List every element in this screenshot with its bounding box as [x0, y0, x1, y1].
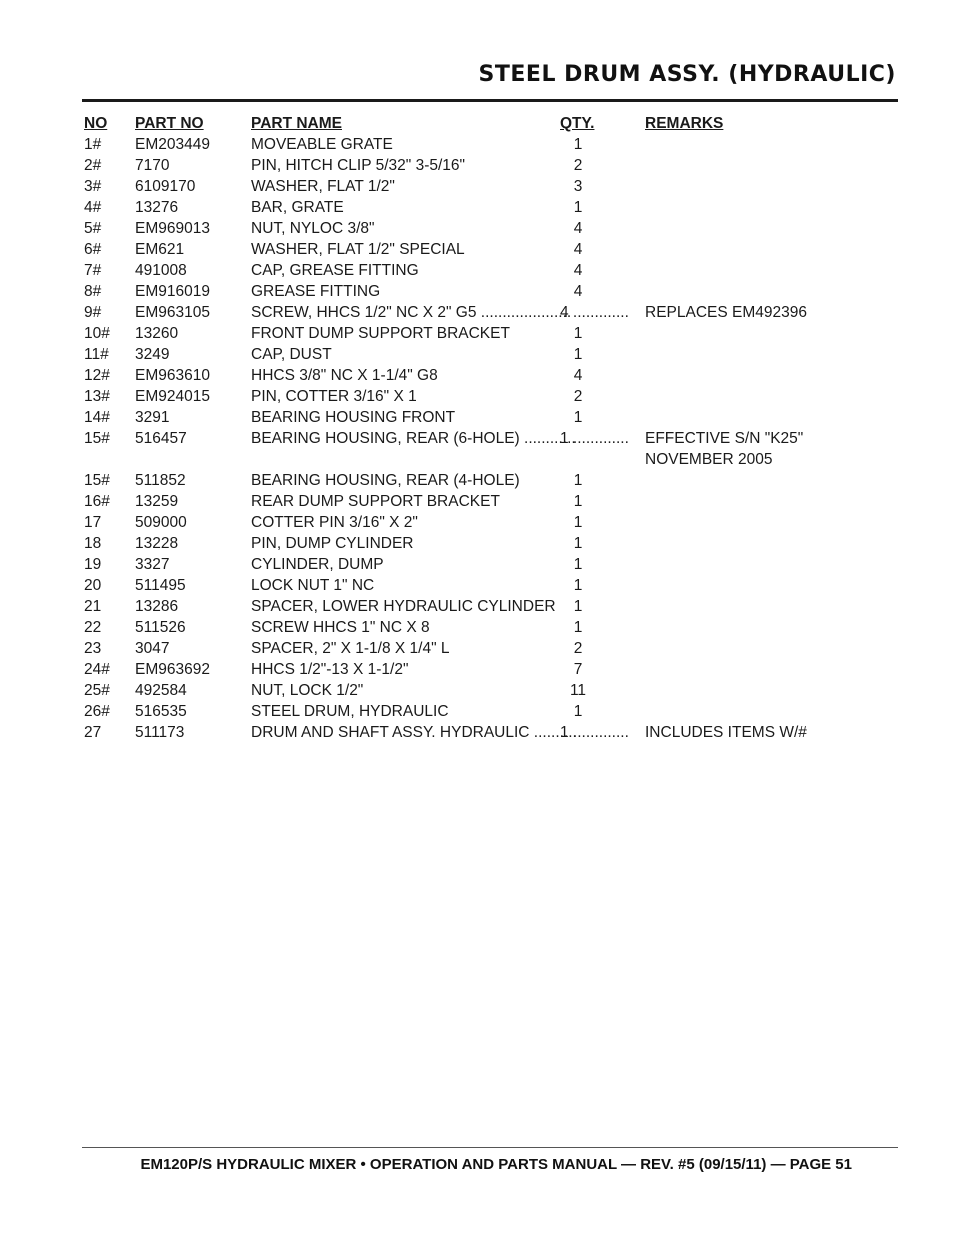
item-no: 12#	[84, 367, 110, 384]
table-row	[84, 365, 824, 386]
qty: 7	[573, 661, 583, 678]
table-row	[84, 533, 824, 554]
part-no: 516457	[135, 430, 187, 447]
part-no: 491008	[135, 262, 187, 279]
item-no: 7#	[84, 262, 102, 279]
qty: 2	[573, 388, 583, 405]
remarks-cont: NOVEMBER 2005	[645, 451, 773, 468]
part-name: PIN, DUMP CYLINDER	[251, 535, 414, 552]
item-no: 23	[84, 640, 102, 657]
table-row	[84, 155, 824, 176]
table-row	[84, 344, 824, 365]
part-no: 13259	[135, 493, 179, 510]
table-row	[84, 302, 824, 323]
part-no: 511173	[135, 724, 185, 741]
table-row	[84, 386, 824, 407]
part-name: DRUM AND SHAFT ASSY. HYDRAULIC ..........	[251, 724, 577, 741]
qty: 1	[573, 325, 583, 342]
part-no: 516535	[135, 703, 187, 720]
item-no: 22	[84, 619, 102, 636]
part-name: PIN, HITCH CLIP 5/32" 3-5/16"	[251, 157, 466, 174]
part-name: SPACER, LOWER HYDRAULIC CYLINDER	[251, 598, 556, 615]
table-row	[84, 722, 824, 743]
header-no: NO	[84, 115, 108, 132]
table-row	[84, 281, 824, 302]
qty: 4	[573, 262, 583, 279]
part-name: MOVEABLE GRATE	[251, 136, 393, 153]
qty: 1	[573, 535, 583, 552]
part-no: 13276	[135, 199, 179, 216]
parts-table	[84, 113, 824, 743]
qty: 4	[573, 220, 583, 237]
part-no: 6109170	[135, 178, 196, 195]
table-row	[84, 701, 824, 722]
item-no: 3#	[84, 178, 102, 195]
item-no: 15#	[84, 430, 110, 447]
part-no: EM963610	[135, 367, 210, 384]
part-no: 509000	[135, 514, 187, 531]
part-no: 13286	[135, 598, 179, 615]
part-no: 511852	[135, 472, 186, 489]
part-name: NUT, NYLOC 3/8"	[251, 220, 375, 237]
qty: 1	[573, 577, 583, 594]
qty: 4	[573, 367, 583, 384]
table-row	[84, 470, 824, 491]
part-no: 7170	[135, 157, 170, 174]
part-no: EM963105	[135, 304, 210, 321]
qty: 4	[573, 283, 583, 300]
qty: 1	[573, 703, 583, 720]
qty: 1	[573, 472, 583, 489]
item-no: 4#	[84, 199, 102, 216]
item-no: 25#	[84, 682, 110, 699]
table-row	[84, 134, 824, 155]
table-row	[84, 197, 824, 218]
part-no: EM963692	[135, 661, 210, 678]
item-no: 27	[84, 724, 102, 741]
table-row	[84, 428, 824, 470]
part-name: CAP, GREASE FITTING	[251, 262, 419, 279]
table-row	[84, 218, 824, 239]
qty: 1	[573, 619, 583, 636]
part-name: PIN, COTTER 3/16" X 1	[251, 388, 417, 405]
qty: 1 .............	[560, 430, 629, 447]
part-name: SPACER, 2" X 1-1/8 X 1/4" L	[251, 640, 450, 657]
part-name: HHCS 1/2"-13 X 1-1/2"	[251, 661, 409, 678]
table-row	[84, 407, 824, 428]
qty: 1	[573, 598, 583, 615]
table-body	[84, 134, 824, 743]
qty: 1	[573, 346, 583, 363]
part-no: 3327	[135, 556, 170, 573]
part-name: SCREW HHCS 1" NC X 8	[251, 619, 430, 636]
remarks: REPLACES EM492396	[645, 304, 807, 321]
part-name: CAP, DUST	[251, 346, 332, 363]
item-no: 2#	[84, 157, 102, 174]
item-no: 17	[84, 514, 102, 531]
part-no: 492584	[135, 682, 187, 699]
item-no: 15#	[84, 472, 110, 489]
item-no: 19	[84, 556, 102, 573]
part-name: COTTER PIN 3/16" X 2"	[251, 514, 418, 531]
part-no: 13260	[135, 325, 179, 342]
item-no: 10#	[84, 325, 110, 342]
part-no: 3291	[135, 409, 170, 426]
part-name: BEARING HOUSING, REAR (6-HOLE) ............	[251, 430, 576, 447]
item-no: 20	[84, 577, 102, 594]
table-row	[84, 260, 824, 281]
qty: 1	[573, 514, 583, 531]
item-no: 14#	[84, 409, 110, 426]
table-row	[84, 512, 824, 533]
header-qty: QTY.	[560, 115, 595, 132]
qty: 1	[573, 556, 583, 573]
qty: 1 .............	[560, 724, 629, 741]
part-no: 3249	[135, 346, 170, 363]
qty: 4 .............	[560, 304, 629, 321]
part-name: NUT, LOCK 1/2"	[251, 682, 364, 699]
table-row	[84, 680, 824, 701]
item-no: 16#	[84, 493, 110, 510]
part-name: CYLINDER, DUMP	[251, 556, 384, 573]
part-name: STEEL DRUM, HYDRAULIC	[251, 703, 449, 720]
qty: 3	[573, 178, 583, 195]
footer-divider	[82, 1147, 898, 1148]
remarks: INCLUDES ITEMS W/#	[645, 724, 807, 741]
part-name: BEARING HOUSING FRONT	[251, 409, 456, 426]
part-name: WASHER, FLAT 1/2" SPECIAL	[251, 241, 465, 258]
item-no: 1#	[84, 136, 102, 153]
table-header-row	[84, 113, 824, 134]
item-no: 13#	[84, 388, 110, 405]
table-row	[84, 596, 824, 617]
part-name: REAR DUMP SUPPORT BRACKET	[251, 493, 500, 510]
item-no: 6#	[84, 241, 102, 258]
item-no: 9#	[84, 304, 102, 321]
part-no: 13228	[135, 535, 179, 552]
item-no: 18	[84, 535, 102, 552]
table-row	[84, 239, 824, 260]
title-divider	[82, 99, 898, 102]
item-no: 5#	[84, 220, 102, 237]
table-row	[84, 617, 824, 638]
item-no: 24#	[84, 661, 110, 678]
header-part-name: PART NAME	[251, 115, 342, 132]
qty: 2	[573, 640, 583, 657]
part-name: FRONT DUMP SUPPORT BRACKET	[251, 325, 510, 342]
part-no: 3047	[135, 640, 170, 657]
table-row	[84, 554, 824, 575]
page-title: STEEL DRUM ASSY. (HYDRAULIC)	[478, 62, 896, 87]
table-row	[84, 176, 824, 197]
qty: 2	[573, 157, 583, 174]
part-name: BAR, GRATE	[251, 199, 344, 216]
qty: 4	[573, 241, 583, 258]
part-no: 511526	[135, 619, 186, 636]
part-no: EM924015	[135, 388, 210, 405]
part-name: HHCS 3/8" NC X 1-1/4" G8	[251, 367, 438, 384]
item-no: 11#	[84, 346, 109, 363]
part-no: EM621	[135, 241, 185, 258]
qty: 1	[573, 409, 583, 426]
table-row	[84, 575, 824, 596]
part-no: EM916019	[135, 283, 210, 300]
part-no: EM969013	[135, 220, 210, 237]
part-no: 511495	[135, 577, 186, 594]
remarks: EFFECTIVE S/N "K25"	[645, 430, 804, 447]
page-footer: EM120P/S HYDRAULIC MIXER • OPERATION AND PARTS MANUAL — REV. #5 (09/15/11) — PAGE 51	[140, 1156, 852, 1173]
header-remarks: REMARKS	[645, 115, 724, 132]
qty: 11	[569, 682, 587, 699]
table-row	[84, 323, 824, 344]
table-row	[84, 491, 824, 512]
part-name: SCREW, HHCS 1/2" NC X 2" G5 .....................	[251, 304, 572, 321]
qty: 1	[573, 136, 583, 153]
qty: 1	[573, 199, 583, 216]
table-row	[84, 659, 824, 680]
item-no: 26#	[84, 703, 110, 720]
header-part-no: PART NO	[135, 115, 204, 132]
item-no: 8#	[84, 283, 102, 300]
part-name: BEARING HOUSING, REAR (4-HOLE)	[251, 472, 520, 489]
part-name: GREASE FITTING	[251, 283, 381, 300]
qty: 1	[573, 493, 583, 510]
table-row	[84, 638, 824, 659]
part-name: LOCK NUT 1" NC	[251, 577, 375, 594]
item-no: 21	[84, 598, 102, 615]
part-name: WASHER, FLAT 1/2"	[251, 178, 395, 195]
part-no: EM203449	[135, 136, 210, 153]
